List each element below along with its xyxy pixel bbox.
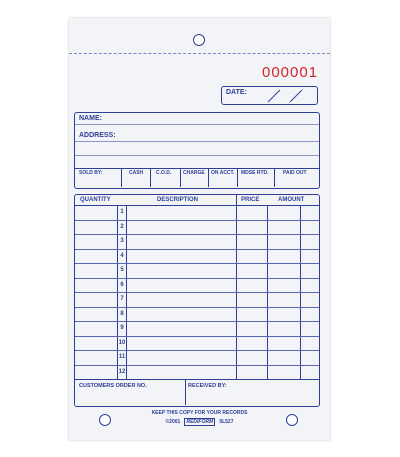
- amount-header: AMOUNT: [278, 197, 305, 203]
- mdse-rtd-label: MDSE RTD.: [241, 170, 269, 176]
- price-header: PRICE: [241, 197, 260, 203]
- row-number: 11: [118, 354, 126, 360]
- punch-hole-top: [193, 34, 205, 46]
- copyright: ©2001: [165, 419, 181, 425]
- product-code: 5L527: [219, 419, 234, 425]
- table-row[interactable]: [75, 307, 319, 308]
- customer-info-box: [74, 112, 320, 189]
- perforation-line: [69, 53, 330, 54]
- description-header: DESCRIPTION: [157, 197, 199, 203]
- charge-label: CHARGE: [183, 170, 205, 176]
- received-by-label: RECEIVED BY:: [188, 383, 227, 389]
- date-slash-dividers: [222, 87, 319, 106]
- brand-logo: REDIFORM: [186, 419, 214, 425]
- row-number: 8: [120, 310, 124, 317]
- bottom-col-divider: [185, 379, 186, 405]
- table-row[interactable]: [75, 292, 319, 293]
- sale-col-divider: [237, 168, 238, 187]
- sale-col-divider: [180, 168, 181, 187]
- row-number: 10: [118, 339, 126, 346]
- sold-by-label: SOLD BY:: [79, 170, 103, 176]
- name-line[interactable]: [75, 124, 319, 125]
- table-row[interactable]: [75, 365, 319, 366]
- table-row[interactable]: [75, 220, 319, 221]
- sale-type-divider: [75, 168, 319, 169]
- row-number: 7: [120, 296, 124, 302]
- customers-order-label: CUSTOMERS ORDER NO.: [79, 383, 147, 389]
- address-line-1[interactable]: [75, 141, 319, 142]
- quantity-header: QUANTITY: [80, 197, 111, 203]
- bottom-divider: [75, 379, 319, 380]
- price-col-divider: [236, 195, 237, 379]
- date-label: DATE:: [226, 89, 247, 96]
- sale-col-divider: [121, 168, 122, 187]
- row-number: 5: [120, 267, 124, 273]
- paid-out-label: PAID OUT: [283, 170, 307, 176]
- row-number: 9: [120, 325, 124, 331]
- footer-imprint: [69, 419, 330, 425]
- table-row[interactable]: [75, 263, 319, 264]
- table-row[interactable]: [75, 336, 319, 337]
- serial-number: 000001: [262, 64, 319, 81]
- address-label: ADDRESS:: [79, 132, 116, 139]
- table-row[interactable]: [75, 321, 319, 322]
- table-row[interactable]: [75, 234, 319, 235]
- table-row[interactable]: [75, 350, 319, 351]
- row-number: 1: [120, 209, 124, 215]
- row-number: 12: [118, 368, 126, 375]
- header-divider: [75, 205, 319, 206]
- cod-label: C.O.D.: [156, 170, 172, 176]
- sale-col-divider: [208, 168, 209, 187]
- name-label: NAME:: [79, 115, 102, 122]
- on-acct-label: ON ACCT.: [211, 170, 235, 176]
- cash-label: CASH: [129, 170, 144, 176]
- sale-col-divider: [274, 168, 275, 187]
- row-number: 4: [120, 252, 124, 259]
- address-line-2[interactable]: [75, 155, 319, 156]
- row-number: 2: [120, 223, 124, 230]
- table-row[interactable]: [75, 278, 319, 279]
- row-number: 3: [120, 238, 124, 244]
- row-number: 6: [120, 281, 124, 288]
- date-field[interactable]: [221, 86, 318, 105]
- table-row[interactable]: [75, 249, 319, 250]
- sale-col-divider: [150, 168, 151, 187]
- items-table: [74, 194, 320, 407]
- keep-copy-note: KEEP THIS COPY FOR YOUR RECORDS: [151, 410, 248, 416]
